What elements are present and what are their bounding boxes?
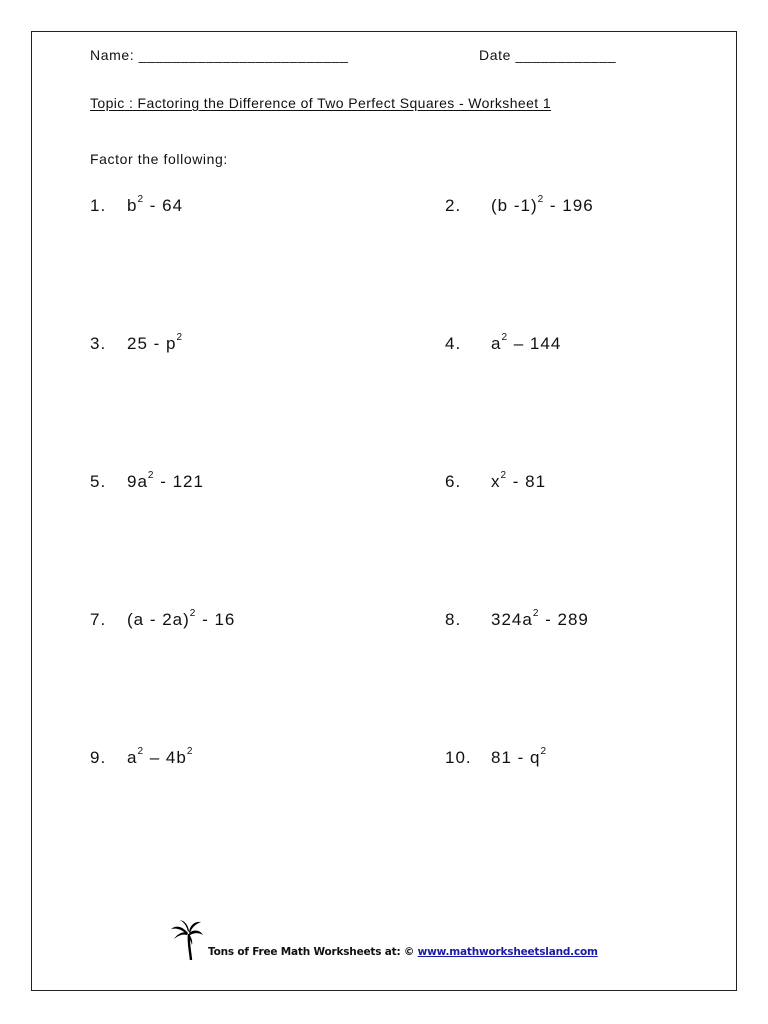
problem-5 — [90, 472, 204, 492]
problem-expression: $25 - p^2$ — [127, 332, 184, 353]
worksheet-border — [31, 31, 737, 991]
problem-number: 8. — [445, 610, 462, 629]
name-field-label: Name: _________________________ — [90, 47, 349, 63]
problem-expression: (b -1)$^2$ - 196 — [491, 194, 594, 215]
date-field-label: Date ____________ — [479, 47, 617, 63]
problem-number: 2. — [445, 196, 462, 215]
problem-number: 1. — [90, 196, 107, 215]
problem-10 — [445, 748, 547, 768]
problem-number: 6. — [445, 472, 462, 491]
problem-expression: $81 - q^2$ — [491, 746, 548, 767]
problem-3 — [90, 334, 183, 354]
instruction-text: Factor the following: — [90, 151, 228, 167]
problem-number: 4. — [445, 334, 462, 353]
problem-7 — [90, 610, 235, 630]
problem-9 — [90, 748, 193, 768]
problem-1 — [90, 196, 183, 216]
topic-title: Topic : Factoring the Difference of Two Perfect Squares - Worksheet 1 — [90, 95, 552, 111]
problem-4 — [445, 334, 561, 354]
palm-tree-icon — [170, 918, 204, 962]
problem-expression: $324a^2 - 289$ — [491, 608, 589, 629]
problem-number: 10. — [445, 748, 472, 767]
problem-number: 7. — [90, 610, 107, 629]
problem-2 — [445, 196, 594, 216]
problem-expression: $x^2 - 81$ — [491, 470, 547, 491]
problem-8 — [445, 610, 589, 630]
problem-expression: (a - 2a)$^2$ - 16 — [127, 608, 236, 629]
problem-expression: $b^2 - 64$ — [127, 194, 184, 215]
footer-text: Tons of Free Math Worksheets at: © — [208, 946, 418, 958]
footer-credit — [208, 946, 598, 958]
problem-number: 3. — [90, 334, 107, 353]
problem-number: 5. — [90, 472, 107, 491]
problem-6 — [445, 472, 546, 492]
problem-expression: $9a^2 - 121$ — [127, 470, 204, 491]
problem-expression: $a^2 - 4b^2$ — [127, 746, 194, 767]
problem-number: 9. — [90, 748, 107, 767]
problem-expression: $a^2 - 144$ — [491, 332, 562, 353]
footer-link[interactable]: www.mathworksheetsland.com — [417, 946, 598, 958]
